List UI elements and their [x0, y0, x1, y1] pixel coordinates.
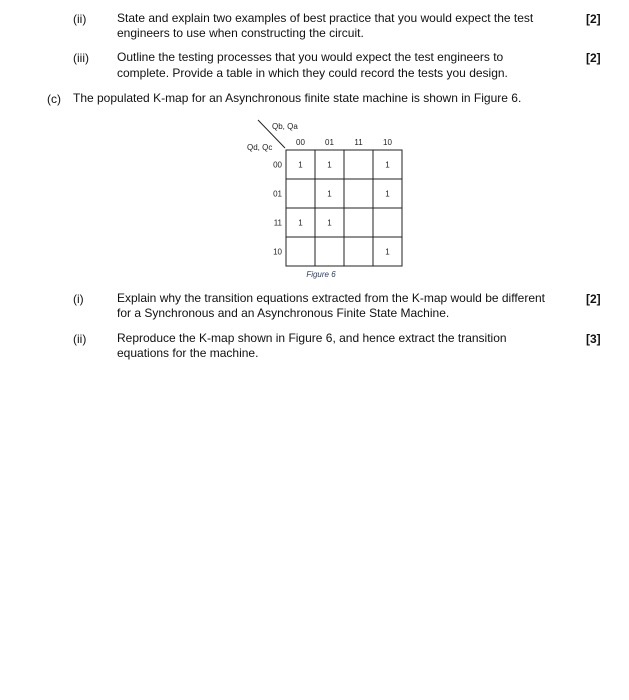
kmap-cell [315, 237, 344, 266]
kmap-row-header: 10 [273, 247, 282, 257]
kmap-grid [273, 138, 402, 266]
part-c-text-after: . [517, 91, 522, 105]
kmap-figure [240, 116, 420, 284]
kmap-cell [344, 179, 373, 208]
kmap-cell [344, 208, 373, 237]
kmap-cell-value: 1 [327, 218, 332, 228]
question-text-line-1: State and explain two examples of best practice that you would expect the test [117, 11, 534, 25]
question-text-line-1: Outline the testing processes that you would expect the test engineers to [117, 50, 504, 64]
question-text-line-2: for a Synchronous and an Asynchronous Finite State Machine. [117, 306, 450, 320]
kmap-row-header: 11 [273, 218, 282, 228]
kmap-cell [286, 237, 315, 266]
kmap-cell-value: 1 [298, 218, 303, 228]
question-text-line-2: equations for the machine. [117, 346, 259, 360]
figure-reference: Figure 6 [473, 91, 518, 105]
kmap-column-header: 11 [354, 138, 363, 147]
marks-badge: [2] [586, 12, 601, 26]
kmap-column-header: 10 [383, 138, 392, 147]
kmap-cell [344, 150, 373, 179]
question-number: (i) [73, 292, 84, 306]
kmap-row-variables: Qd, Qc [247, 143, 273, 152]
part-label: (c) [47, 92, 61, 106]
kmap-cell-value: 1 [327, 189, 332, 199]
figure-caption: Figure 6 [306, 270, 336, 279]
marks-badge: [2] [586, 292, 601, 306]
question-number: (iii) [73, 51, 89, 65]
kmap-column-variables: Qb, Qa [272, 122, 298, 131]
question-text-line-2: engineers to use when constructing the circuit. [117, 26, 364, 40]
marks-badge: [3] [586, 332, 601, 346]
question-text-line-2: complete. Provide a table in which they could record the tests you design. [117, 66, 508, 80]
kmap-column-header: 01 [325, 138, 334, 147]
kmap-cell-value: 1 [327, 160, 332, 170]
figure-reference: Figure 6 [288, 331, 333, 345]
marks-badge: [2] [586, 51, 601, 65]
question-number: (ii) [73, 332, 87, 346]
kmap-cell-value: 1 [298, 160, 303, 170]
part-c-text-before: The populated K-map for an Asynchronous finite state machine is shown in [73, 91, 474, 105]
kmap-cell-value: 1 [385, 189, 390, 199]
text-after: , and hence extract the transition [332, 331, 507, 345]
text-before: Reproduce the K-map shown in [117, 331, 289, 345]
kmap-cell-value: 1 [385, 247, 390, 257]
part-c-text [73, 91, 521, 106]
question-text-line-1 [117, 331, 507, 346]
kmap-cell [286, 179, 315, 208]
kmap-row-header: 01 [273, 189, 282, 199]
question-number: (ii) [73, 12, 87, 26]
kmap-cell [344, 237, 373, 266]
kmap-cell-value: 1 [385, 160, 390, 170]
kmap-cell [373, 208, 402, 237]
kmap-row-header: 00 [273, 160, 282, 170]
question-text-line-1: Explain why the transition equations extracted from the K-map would be different [117, 291, 546, 305]
kmap-column-header: 00 [296, 138, 305, 147]
